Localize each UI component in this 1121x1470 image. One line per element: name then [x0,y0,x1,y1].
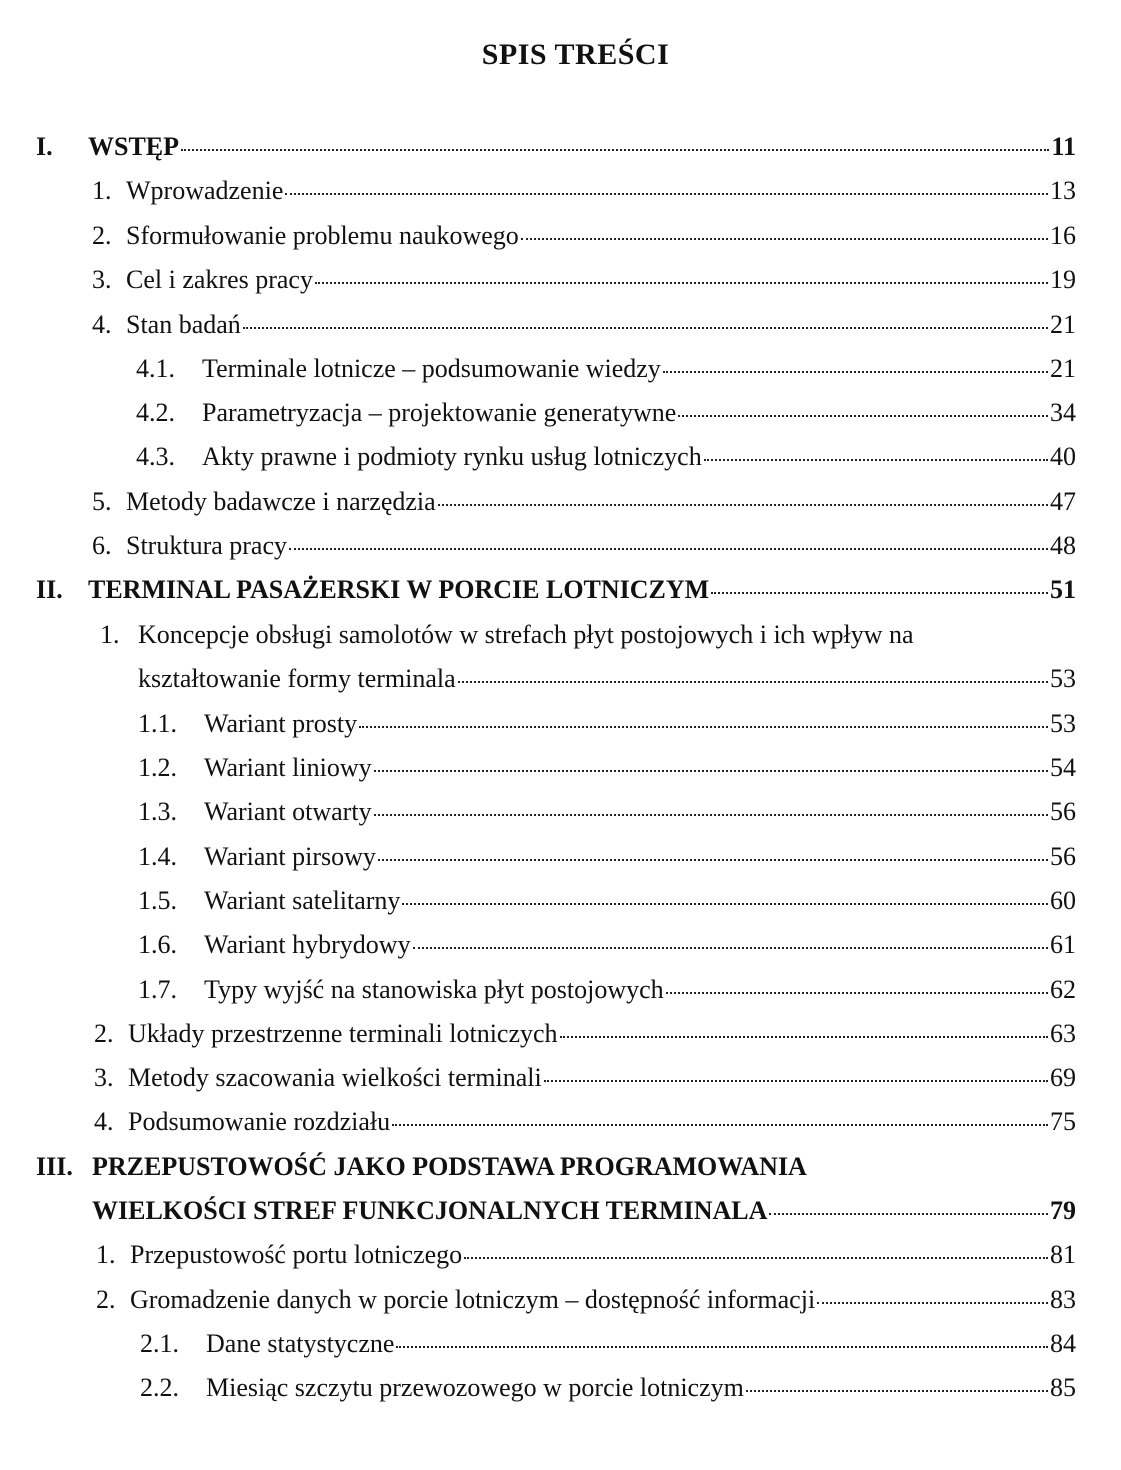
toc-entry-chapter[interactable] [36,130,1076,164]
entry-page: 69 [1050,1063,1076,1092]
entry-number: 1.5. [138,886,177,915]
toc-entry-section[interactable] [96,1283,1076,1317]
entry-number: III. [36,1152,73,1181]
entry-page: 40 [1050,442,1076,471]
toc-entry-section-line1[interactable] [100,618,914,652]
entry-title: Akty prawne i podmioty rynku usług lotniczych [202,442,702,471]
entry-page: 21 [1050,354,1076,383]
dot-leader [746,1390,1048,1392]
entry-title-line1: PRZEPUSTOWOŚĆ JAKO PODSTAWA PROGRAMOWANIA [92,1152,807,1181]
dot-leader [285,193,1048,195]
entry-number: 2. [92,221,112,250]
entry-number: 4.1. [136,354,175,383]
toc-entry-subsection[interactable] [138,707,1076,741]
entry-title: Wprowadzenie [126,176,284,205]
entry-number: 1.3. [138,797,177,826]
entry-page: 75 [1050,1107,1076,1136]
entry-title: kształtowanie formy terminala [138,664,456,693]
dot-leader [181,149,1049,151]
entry-title: TERMINAL PASAŻERSKI W PORCIE LOTNICZYM [88,575,710,604]
toc-entry-section[interactable] [138,662,1076,696]
entry-page: 53 [1050,664,1076,693]
dot-leader [315,282,1048,284]
dot-leader [413,947,1048,949]
entry-page: 21 [1050,310,1076,339]
entry-title: Wariant satelitarny [204,886,401,915]
entry-title: Dane statystyczne [206,1329,395,1358]
entry-title: Sformułowanie problemu naukowego [126,221,519,250]
toc-entry-section[interactable] [92,263,1076,297]
entry-number: 4. [94,1107,114,1136]
entry-page: 56 [1050,797,1076,826]
entry-number: 3. [92,265,112,294]
dot-leader [817,1302,1048,1304]
entry-title: Terminale lotnicze – podsumowanie wiedzy [202,354,661,383]
entry-page: 79 [1050,1196,1076,1225]
entry-number: 2.2. [140,1373,179,1402]
entry-number: 1. [96,1240,116,1269]
toc-entry-section[interactable] [94,1105,1076,1139]
entry-title: WSTĘP [88,132,180,161]
toc-entry-subsection[interactable] [138,795,1076,829]
entry-page: 51 [1050,575,1076,604]
dot-leader [378,859,1048,861]
toc-entry-subsection[interactable] [138,884,1076,918]
toc-entry-subsection[interactable] [140,1327,1076,1361]
entry-title: Wariant hybrydowy [204,930,411,959]
entry-number: 2. [94,1019,114,1048]
entry-number: 1.1. [138,709,177,738]
dot-leader [769,1213,1048,1215]
dot-leader [544,1080,1048,1082]
entry-title: Wariant prosty [204,709,358,738]
toc-entry-section[interactable] [94,1017,1076,1051]
entry-page: 63 [1050,1019,1076,1048]
toc-entry-section[interactable] [92,529,1076,563]
toc-entry-subsection[interactable] [138,840,1076,874]
entry-title: Struktura pracy [126,531,288,560]
dot-leader [560,1036,1048,1038]
toc-entry-subsection[interactable] [140,1371,1076,1405]
entry-number: 4.2. [136,398,175,427]
entry-page: 16 [1050,221,1076,250]
entry-title: Typy wyjść na stanowiska płyt postojowych [204,975,664,1004]
dot-leader [396,1346,1048,1348]
entry-number: 1.6. [138,930,177,959]
entry-title: Miesiąc szczytu przewozowego w porcie lotniczym [206,1373,744,1402]
dot-leader [359,726,1048,728]
entry-page: 83 [1050,1285,1076,1314]
toc-entry-subsection[interactable] [136,396,1076,430]
toc-entry-subsection[interactable] [138,751,1076,785]
entry-page: 48 [1050,531,1076,560]
entry-title: Metody szacowania wielkości terminali [128,1063,542,1092]
entry-title: Stan badań [126,310,241,339]
toc-entry-section[interactable] [92,219,1076,253]
entry-number: 3. [94,1063,114,1092]
entry-page: 53 [1050,709,1076,738]
entry-number: 5. [92,487,112,516]
toc-entry-subsection[interactable] [138,973,1076,1007]
entry-page: 56 [1050,842,1076,871]
entry-title: Podsumowanie rozdziału [128,1107,391,1136]
toc-entry-section[interactable] [92,485,1076,519]
dot-leader [438,504,1048,506]
entry-page: 62 [1050,975,1076,1004]
entry-title: Gromadzenie danych w porcie lotniczym – dostępność informacji [130,1285,816,1314]
entry-number: 1.7. [138,975,177,1004]
dot-leader [704,459,1048,461]
entry-number: 1.4. [138,842,177,871]
entry-number: 2.1. [140,1329,179,1358]
entry-page: 34 [1050,398,1076,427]
dot-leader [678,415,1048,417]
entry-number: II. [36,575,63,604]
entry-number: 6. [92,531,112,560]
toc-entry-section[interactable] [96,1238,1076,1272]
entry-title: Układy przestrzenne terminali lotniczych [128,1019,558,1048]
entry-title: Parametryzacja – projektowanie generatywne [202,398,677,427]
toc-entry-subsection[interactable] [136,352,1076,386]
entry-title: Wariant liniowy [204,753,372,782]
dot-leader [374,770,1048,772]
toc-entry-subsection[interactable] [136,440,1076,474]
entry-number: 1. [100,620,120,649]
dot-leader [663,371,1048,373]
toc-entry-section[interactable] [92,174,1076,208]
entry-page: 84 [1050,1329,1076,1358]
toc-entry-chapter-line1[interactable] [36,1150,807,1184]
entry-title: Wariant otwarty [204,797,372,826]
dot-leader [711,592,1048,594]
entry-page: 81 [1050,1240,1076,1269]
entry-title: Przepustowość portu lotniczego [130,1240,463,1269]
entry-title: Metody badawcze i narzędzia [126,487,436,516]
entry-number: 1. [92,176,112,205]
entry-page: 85 [1050,1373,1076,1402]
entry-number: I. [36,132,53,161]
dot-leader [402,903,1048,905]
entry-page: 61 [1050,930,1076,959]
entry-page: 47 [1050,487,1076,516]
dot-leader [289,548,1048,550]
entry-page: 54 [1050,753,1076,782]
toc-entry-chapter[interactable] [92,1194,1076,1228]
dot-leader [521,238,1048,240]
entry-number: 2. [96,1285,116,1314]
dot-leader [374,814,1048,816]
entry-page: 11 [1051,132,1076,161]
entry-title-line1: Koncepcje obsługi samolotów w strefach płyt postojowych i ich wpływ na [138,620,914,649]
toc-entry-section[interactable] [92,308,1076,342]
entry-number: 1.2. [138,753,177,782]
dot-leader [243,327,1048,329]
dot-leader [666,992,1048,994]
page-title: SPIS TREŚCI [481,38,670,71]
toc-entry-chapter[interactable] [36,573,1076,607]
dot-leader [392,1124,1048,1126]
entry-page: 13 [1050,176,1076,205]
entry-page: 60 [1050,886,1076,915]
entry-title: Wariant pirsowy [204,842,376,871]
entry-title: WIELKOŚCI STREF FUNKCJONALNYCH TERMINALA [92,1196,768,1225]
entry-number: 4.3. [136,442,175,471]
toc-entry-subsection[interactable] [138,928,1076,962]
dot-leader [458,681,1048,683]
toc-entry-section[interactable] [94,1061,1076,1095]
dot-leader [464,1257,1048,1259]
entry-page: 19 [1050,265,1076,294]
entry-title: Cel i zakres pracy [126,265,313,294]
entry-number: 4. [92,310,112,339]
